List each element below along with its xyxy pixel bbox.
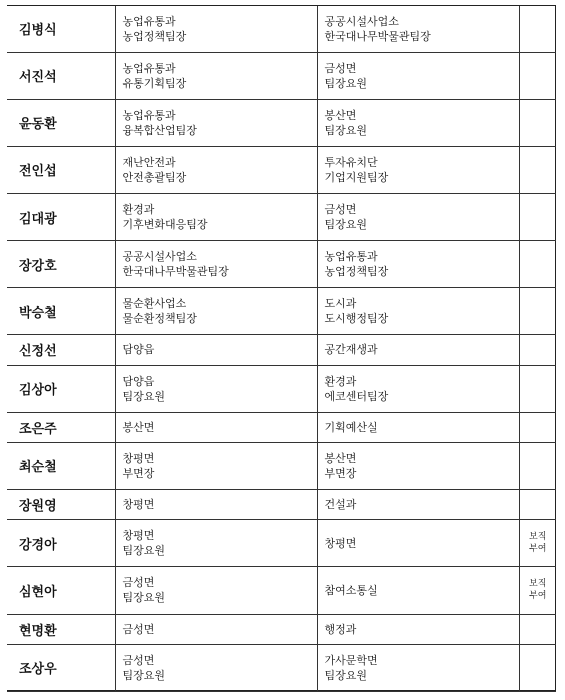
note-cell: [519, 412, 556, 442]
previous-post-cell: [115, 335, 317, 365]
previous-post-line: 농업유통과: [122, 108, 176, 122]
new-post-cell: [317, 146, 519, 193]
note-line: 보직: [529, 532, 547, 543]
previous-post-line: 농업유통과: [122, 61, 176, 75]
previous-post-cell: [115, 644, 317, 691]
note-line: 보직: [529, 579, 547, 590]
new-post-cell: [317, 412, 519, 442]
table-row: [7, 365, 556, 412]
previous-post-cell: [115, 365, 317, 412]
new-post-cell: [317, 6, 519, 52]
note-cell: [519, 99, 556, 146]
previous-post-line: 봉산면: [122, 420, 155, 434]
previous-post-cell: [115, 614, 317, 644]
new-post-cell: [317, 241, 519, 288]
person-name-cell: 전인섭: [7, 146, 115, 193]
note-cell: [519, 442, 556, 489]
new-post-line: 공공시설사업소: [324, 14, 399, 28]
note-cell: [519, 644, 556, 691]
previous-post-cell: [115, 567, 317, 614]
table-row: [7, 52, 556, 99]
table-row: [7, 644, 556, 691]
person-name-cell: 김병식: [7, 6, 115, 52]
new-post-line: 봉산면: [324, 451, 357, 465]
previous-post-line: 창평면: [122, 498, 155, 512]
new-post-line: 참여소통실: [324, 583, 378, 597]
previous-post-cell: [115, 520, 317, 567]
new-post-line: 에코센터팀장: [324, 389, 389, 403]
previous-post-line: 팀장요원: [122, 544, 166, 558]
table-row: [7, 335, 556, 365]
table-row: [7, 490, 556, 520]
note-cell: [519, 490, 556, 520]
note-cell: [519, 241, 556, 288]
previous-post-line: 담양읍: [122, 374, 155, 388]
table-row: [7, 193, 556, 240]
new-post-line: 기업지원팀장: [324, 170, 389, 184]
new-post-line: 기획예산실: [324, 420, 378, 434]
person-name-cell: 서진석: [7, 52, 115, 99]
previous-post-line: 창평면: [122, 451, 155, 465]
person-name-cell: 강경아: [7, 520, 115, 567]
table-row: [7, 412, 556, 442]
previous-post-line: 안전총괄팀장: [122, 170, 187, 184]
note-line: 부여: [529, 544, 547, 555]
note-cell: [519, 567, 556, 614]
previous-post-line: 창평면: [122, 529, 155, 543]
new-post-cell: [317, 99, 519, 146]
previous-post-line: 담양읍: [122, 343, 155, 357]
note-cell: [519, 193, 556, 240]
new-post-line: 가사문학면: [324, 653, 378, 667]
previous-post-cell: [115, 412, 317, 442]
previous-post-line: 공공시설사업소: [122, 250, 197, 264]
previous-post-line: 금성면: [122, 576, 155, 590]
new-post-line: 팀장요원: [324, 668, 368, 682]
previous-post-line: 재난안전과: [122, 155, 176, 169]
previous-post-line: 팀장요원: [122, 389, 166, 403]
previous-post-line: 농업유통과: [122, 14, 176, 28]
table-body: [7, 6, 556, 692]
previous-post-line: 팀장요원: [122, 591, 166, 605]
new-post-cell: [317, 335, 519, 365]
previous-post-cell: [115, 52, 317, 99]
new-post-cell: [317, 614, 519, 644]
new-post-line: 도시과: [324, 297, 357, 311]
new-post-cell: [317, 288, 519, 335]
person-name-cell: 김상아: [7, 365, 115, 412]
note-cell: [519, 614, 556, 644]
new-post-line: 도시행정팀장: [324, 312, 389, 326]
new-post-line: 봉산면: [324, 108, 357, 122]
person-name-cell: 조은주: [7, 412, 115, 442]
table-row: [7, 442, 556, 489]
new-post-line: 팀장요원: [324, 218, 368, 232]
note-cell: [519, 6, 556, 52]
table-row: [7, 520, 556, 567]
new-post-cell: [317, 644, 519, 691]
person-name-cell: 김대광: [7, 193, 115, 240]
new-post-cell: [317, 490, 519, 520]
new-post-line: 창평면: [324, 536, 357, 550]
new-post-line: 팀장요원: [324, 76, 368, 90]
previous-post-cell: [115, 442, 317, 489]
new-post-line: 건설과: [324, 498, 357, 512]
new-post-line: 금성면: [324, 203, 357, 217]
personnel-table: [7, 6, 556, 692]
new-post-line: 공간재생과: [324, 343, 378, 357]
previous-post-line: 환경과: [122, 203, 155, 217]
table-row: [7, 567, 556, 614]
previous-post-line: 융복합산업팀장: [122, 123, 197, 137]
previous-post-line: 금성면: [122, 653, 155, 667]
new-post-line: 부면장: [324, 466, 357, 480]
previous-post-cell: [115, 288, 317, 335]
personnel-table-sheet: [7, 5, 556, 691]
previous-post-cell: [115, 146, 317, 193]
new-post-line: 농업정책팀장: [324, 265, 389, 279]
previous-post-cell: [115, 490, 317, 520]
new-post-line: 금성면: [324, 61, 357, 75]
person-name-cell: 최순철: [7, 442, 115, 489]
new-post-cell: [317, 365, 519, 412]
table-row: [7, 99, 556, 146]
previous-post-line: 금성면: [122, 622, 155, 636]
person-name-cell: 신정선: [7, 335, 115, 365]
table-row: [7, 288, 556, 335]
note-line: 부여: [529, 591, 547, 602]
note-cell: [519, 288, 556, 335]
person-name-cell: 장원영: [7, 490, 115, 520]
new-post-cell: [317, 567, 519, 614]
previous-post-line: 한국대나무박물관팀장: [122, 265, 229, 279]
previous-post-cell: [115, 6, 317, 52]
person-name-cell: 윤동환: [7, 99, 115, 146]
new-post-line: 행정과: [324, 622, 357, 636]
note-cell: [519, 335, 556, 365]
previous-post-cell: [115, 99, 317, 146]
person-name-cell: 박승철: [7, 288, 115, 335]
person-name-cell: 현명환: [7, 614, 115, 644]
note-cell: [519, 365, 556, 412]
new-post-cell: [317, 52, 519, 99]
new-post-cell: [317, 520, 519, 567]
table-row: [7, 146, 556, 193]
person-name-cell: 조상우: [7, 644, 115, 691]
note-cell: [519, 146, 556, 193]
table-row: [7, 614, 556, 644]
previous-post-line: 유통기획팀장: [122, 76, 187, 90]
new-post-line: 투자유치단: [324, 155, 378, 169]
new-post-line: 농업유통과: [324, 250, 378, 264]
previous-post-cell: [115, 241, 317, 288]
new-post-line: 환경과: [324, 374, 357, 388]
person-name-cell: 장강호: [7, 241, 115, 288]
new-post-cell: [317, 193, 519, 240]
note-cell: [519, 520, 556, 567]
previous-post-line: 팀장요원: [122, 668, 166, 682]
new-post-line: 팀장요원: [324, 123, 368, 137]
new-post-line: 한국대나무박물관팀장: [324, 29, 431, 43]
previous-post-line: 물순환사업소: [122, 297, 187, 311]
previous-post-line: 부면장: [122, 466, 155, 480]
previous-post-line: 물순환정책팀장: [122, 312, 197, 326]
previous-post-line: 농업정책팀장: [122, 29, 187, 43]
previous-post-cell: [115, 193, 317, 240]
new-post-cell: [317, 442, 519, 489]
table-row: [7, 241, 556, 288]
note-cell: [519, 52, 556, 99]
person-name-cell: 심현아: [7, 567, 115, 614]
previous-post-line: 기후변화대응팀장: [122, 218, 208, 232]
table-row: [7, 6, 556, 52]
